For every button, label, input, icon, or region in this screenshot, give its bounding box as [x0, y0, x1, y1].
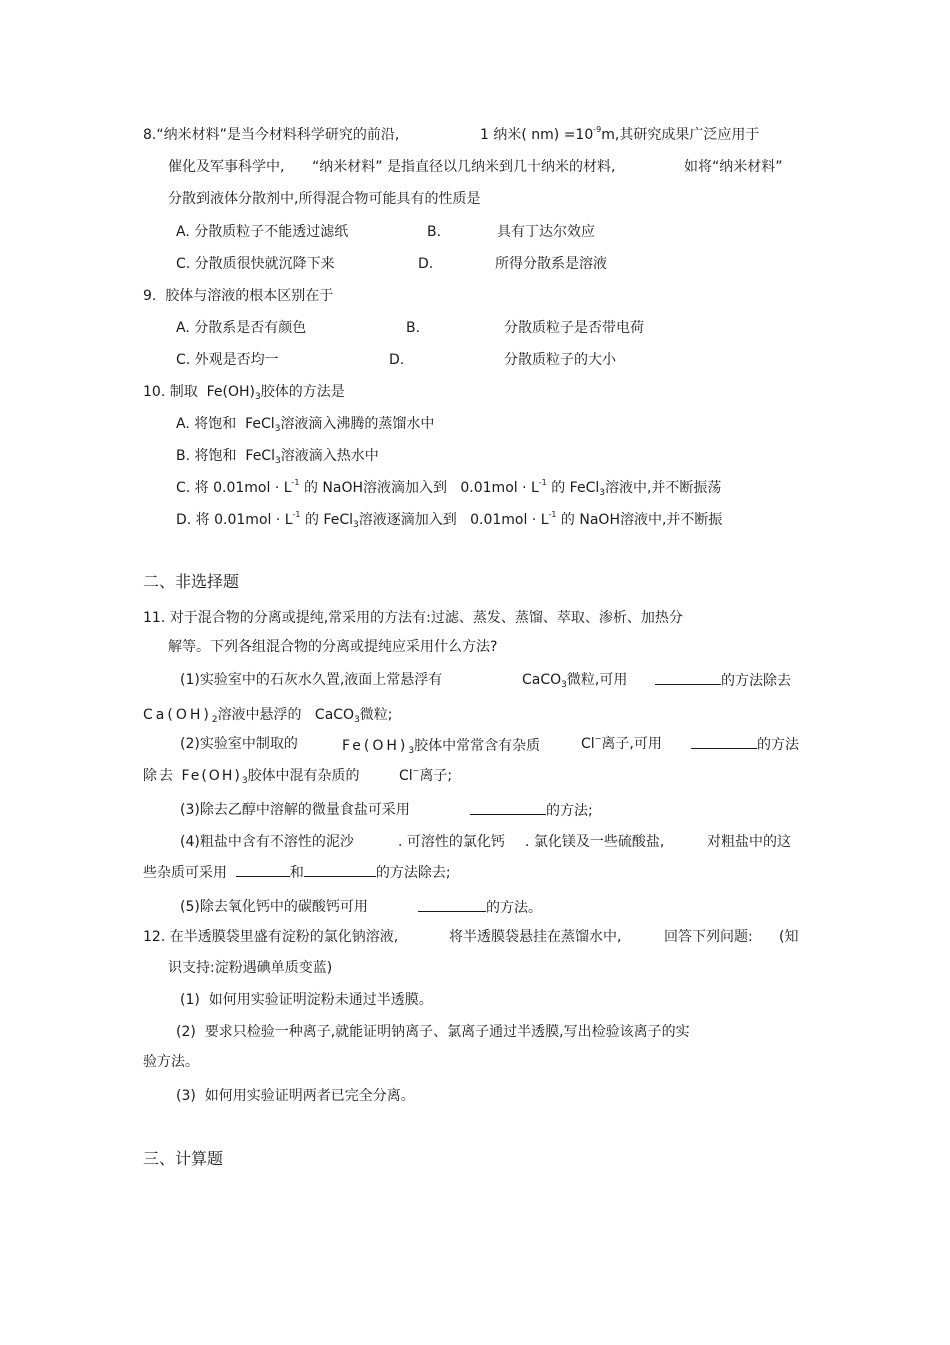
q9-option-c: C. 外观是否均一 — [176, 352, 279, 368]
q11-line-1: 11. 对于混合物的分离或提纯,常采用的方法有:过滤、蒸发、蒸馏、萃取、渗析、加热分 — [143, 610, 683, 626]
answer-blank[interactable] — [470, 801, 546, 815]
q11-part-4-c: . 氯化镁及一些硫酸盐, — [525, 834, 665, 850]
q8-option-b-label: B. — [427, 224, 442, 240]
q8-option-b: 具有丁达尔效应 — [497, 224, 595, 240]
q11-part-2-ion: Cl−离子,可用 — [581, 734, 662, 752]
q11-line-2: 解等。下列各组混合物的分离或提纯应采用什么方法? — [168, 639, 498, 655]
answer-blank[interactable] — [655, 671, 721, 685]
q12-line-1c: 回答下列问题: — [664, 929, 753, 945]
q12-line-1b: 将半透膜袋悬挂在蒸馏水中, — [449, 929, 622, 945]
answer-blank[interactable] — [691, 735, 757, 749]
q11-part-3-blank: 的方法; — [470, 801, 593, 820]
section-2-title: 二、非选择题 — [143, 572, 240, 591]
q11-part-2-cont: 除去 $Fe(OH)_3$胶体中混有杂质的 — [143, 768, 360, 786]
q11-part-2-ion-2: Cl−离子; — [399, 766, 453, 784]
q8-option-c: C. 分散质很快就沉降下来 — [176, 256, 335, 272]
q11-part-2-formula: $Fe(OH)_3$胶体中常常含有杂质 — [342, 738, 541, 756]
q8-line-2a: 催化及军事科学中, — [168, 159, 285, 175]
q8-line-3: 分散到液体分散剂中,所得混合物可能具有的性质是 — [168, 191, 481, 207]
q12-part-2-cont: 验方法。 — [143, 1054, 199, 1070]
q12-line-1d: (知 — [779, 929, 799, 945]
q10-option-c: C. 将 $0.01mol \cdot L^{-1}$ 的 NaOH溶液滴加入到 $0.01mol \cdot L^{-1}$ 的 FeCl$_3$溶液中,并不断振荡 — [176, 478, 722, 498]
answer-blank[interactable] — [304, 863, 376, 877]
q8-stem-a: 8.“纳米材料”是当今材料科学研究的前沿, — [143, 127, 400, 143]
q9-option-b-label: B. — [406, 320, 421, 336]
answer-blank[interactable] — [418, 898, 486, 912]
q12-part-1: (1) 如何用实验证明淀粉未通过半透膜。 — [180, 992, 433, 1008]
q10-stem: 10. 制取 $Fe(OH)_3$胶体的方法是 — [143, 384, 345, 402]
q11-part-5: (5)除去氧化钙中的碳酸钙可用 — [180, 899, 368, 915]
q11-part-4-b: . 可溶性的氯化钙 — [398, 834, 505, 850]
q11-part-1-blank: 的方法除去 — [655, 671, 791, 690]
q8-option-d: 所得分散系是溶液 — [495, 256, 607, 272]
q11-part-4-d: 对粗盐中的这 — [707, 834, 791, 850]
q8-line-2b: “纳米材料” 是指直径以几纳米到几十纳米的材料, — [312, 159, 616, 175]
q8-option-a: A. 分散质粒子不能透过滤纸 — [176, 224, 349, 240]
q11-part-5-blank: 的方法。 — [418, 898, 542, 917]
q12-line-2: 识支持:淀粉遇碘单质变蓝) — [168, 960, 333, 976]
q8-option-d-label: D. — [418, 256, 434, 272]
q11-part-3: (3)除去乙醇中溶解的微量食盐可采用 — [180, 802, 410, 818]
q9-option-d: 分散质粒子的大小 — [504, 352, 616, 368]
q11-part-4-cont: 些杂质可采用 和 的方法除去; — [143, 865, 451, 881]
q9-stem: 9. 胶体与溶液的根本区别在于 — [143, 288, 334, 304]
q11-part-1-formula: CaCO$_3$微粒,可用 — [522, 672, 628, 690]
q11-part-2-a: (2)实验室中制取的 — [180, 736, 298, 752]
q12-line-1a: 12. 在半透膜袋里盛有淀粉的氯化钠溶液, — [143, 929, 399, 945]
q8-line-1 — [143, 126, 399, 144]
q11-part-1-cont: $Ca(OH)_2$溶液中悬浮的 CaCO$_3$微粒; — [143, 707, 393, 725]
q10-option-d: D. 将 $0.01mol \cdot L^{-1}$ 的 FeCl$_3$溶液逐滴加入到 $0.01mol \cdot L^{-1}$ 的 NaOH溶液中,并不断振 — [176, 510, 723, 530]
q8-line-1-unit: 1 纳米( $nm) =10^{-9}m$,其研究成果广泛应用于 — [480, 125, 760, 143]
q11-part-2-blank: 的方法 — [691, 735, 799, 754]
q11-part-1-a: (1)实验室中的石灰水久置,液面上常悬浮有 — [180, 672, 443, 688]
q12-part-2: (2) 要求只检验一种离子,就能证明钠离子、氯离子通过半透膜,写出检验该离子的实 — [176, 1024, 690, 1040]
q9-option-b: 分散质粒子是否带电荷 — [504, 320, 644, 336]
answer-blank[interactable] — [236, 863, 290, 877]
q10-option-b: B. 将饱和 FeCl$_3$溶液滴入热水中 — [176, 448, 379, 466]
q9-option-d-label: D. — [389, 352, 405, 368]
q11-part-4-a: (4)粗盐中含有不溶性的泥沙 — [180, 834, 354, 850]
q8-line-2c: 如将“纳米材料” — [684, 159, 783, 175]
section-3-title: 三、计算题 — [143, 1149, 224, 1168]
q12-part-3: (3) 如何用实验证明两者已完全分离。 — [176, 1088, 415, 1104]
q9-option-a: A. 分散系是否有颜色 — [176, 320, 307, 336]
q10-option-a: A. 将饱和 FeCl$_3$溶液滴入沸腾的蒸馏水中 — [176, 416, 435, 434]
